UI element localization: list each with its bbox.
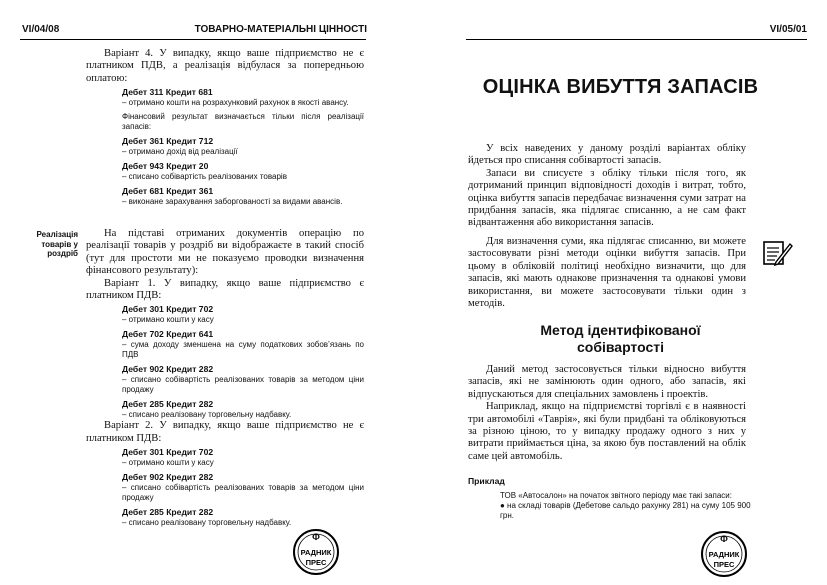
accounting-entry bbox=[122, 112, 364, 132]
entry-description: – сума доходу зменшена на суму податкових зобов’язань по ПДВ bbox=[122, 340, 364, 360]
methods-paragraph: Для визначення суми, яка підлягає списанню, ви можете застосовувати різні методи оцінки вибуття запасів. При цьому в обліковій політиці необхідно визначити, що для запасів, які мають однакове призначення та однакові умови використання, ви можете застосовувати тільки один з методів. bbox=[468, 236, 746, 310]
entry-description: – отримано кошти у касу bbox=[122, 315, 214, 325]
svg-text:Ф: Ф bbox=[720, 534, 728, 544]
left-page bbox=[0, 0, 413, 585]
entry-description: – списано собівартість реалізованих товарів за методом ціни продажу bbox=[122, 375, 364, 395]
notepad-pen-icon bbox=[762, 238, 794, 268]
entry-description: – отримано кошти у касу bbox=[122, 458, 214, 468]
entry-debit-credit: Дебет 681 Кредит 361 bbox=[122, 186, 214, 197]
intro-paragraph-1: У всіх наведених у даному розділі варіантах обліку йдеться про списання собівартості запасів. bbox=[468, 143, 746, 167]
entry-debit-credit: Дебет 902 Кредит 282 bbox=[122, 364, 214, 375]
intro-paragraph-2: Запаси ви списуєте з обліку тільки після того, як дотриманий принцип відповідності доходів і витрат, тобто, оцінка вибуття запасів передбачає визначення суми затрат на придбання запасів, яка підлягає списанню, а не сам факт відвантаження або використання запасів. bbox=[468, 167, 746, 229]
variant1-text: Варіант 1. У випадку, якщо ваше підприємство є платником ПДВ: bbox=[86, 277, 364, 302]
left-body-2 bbox=[86, 228, 364, 528]
accounting-entry bbox=[122, 399, 364, 420]
example-bullet: ● на складі товарів (Дебетове сальдо рахунку 281) на суму 105 900 грн. bbox=[500, 501, 751, 520]
accounting-entry bbox=[122, 304, 364, 325]
accounting-entry bbox=[122, 472, 364, 503]
radnyk-press-logo bbox=[292, 528, 340, 576]
logo-text-1: РАДНИК bbox=[300, 548, 332, 557]
accounting-entry bbox=[122, 186, 364, 207]
accounting-entry bbox=[122, 329, 364, 360]
subtitle-line-1: Метод ідентифікованої bbox=[540, 322, 701, 338]
entry-debit-credit: Дебет 285 Кредит 282 bbox=[122, 507, 214, 518]
right-body-1 bbox=[468, 143, 746, 230]
left-header-rule bbox=[20, 39, 366, 40]
example-heading: Приклад bbox=[468, 476, 505, 486]
right-body-2 bbox=[468, 236, 746, 310]
variant2-text: Варіант 2. У випадку, якщо ваше підприємство не є платником ПДВ: bbox=[86, 420, 364, 444]
entry-debit-credit: Дебет 361 Кредит 712 bbox=[122, 136, 214, 147]
left-section-title: ТОВАРНО-МАТЕРІАЛЬНІ ЦІННОСТІ bbox=[194, 24, 367, 35]
example-intro: ТОВ «Автосалон» на початок звітного періоду має такі запаси: bbox=[500, 491, 732, 500]
page-title: ОЦІНКА ВИБУТТЯ ЗАПАСІВ bbox=[482, 76, 759, 98]
right-page bbox=[414, 0, 827, 585]
svg-text:Ф: Ф bbox=[312, 532, 320, 542]
radnyk-press-logo-right bbox=[700, 530, 748, 578]
entries-group-1 bbox=[86, 87, 364, 207]
right-body-3 bbox=[468, 364, 746, 463]
entry-description: – списано реалізовану торговельну надбавку. bbox=[122, 410, 292, 420]
entries-group-3 bbox=[86, 447, 364, 528]
section-subtitle bbox=[414, 322, 827, 356]
accounting-entry bbox=[122, 87, 364, 108]
entry-debit-credit: Дебет 311 Кредит 681 bbox=[122, 87, 213, 98]
entry-debit-credit: Дебет 301 Кредит 702 bbox=[122, 447, 214, 458]
retail-text: На підставі отриманих документів операцію по реалізації товарів у роздріб ви відображаєте в такий спосіб (тут для простоти ми не показуємо проводки визначення фінансового результату): bbox=[86, 228, 364, 277]
entries-group-2 bbox=[86, 304, 364, 420]
right-page-number: VI/05/01 bbox=[769, 24, 807, 35]
left-page-number: VI/04/08 bbox=[22, 24, 60, 35]
variant4-text: Варіант 4. У випадку, якщо ваше підприємство не є платником ПДВ, а реалізація відбулася за попередньою оплатою: bbox=[86, 48, 364, 84]
side-note-retail: Реалізація товарів у роздріб bbox=[36, 230, 78, 258]
accounting-entry bbox=[122, 364, 364, 395]
accounting-entry bbox=[122, 161, 364, 182]
logo-text-2: ПРЕС bbox=[305, 558, 327, 567]
entry-description: – списано собівартість реалізованих товарів bbox=[122, 172, 287, 182]
entry-description: – списано реалізовану торговельну надбавку. bbox=[122, 518, 292, 528]
right-header-rule bbox=[466, 39, 807, 40]
entry-description: Фінансовий результат визначається тільки після реалізації запасів: bbox=[122, 112, 364, 132]
entry-description: – отримано дохід від реалізації bbox=[122, 147, 238, 157]
entry-debit-credit: Дебет 702 Кредит 641 bbox=[122, 329, 214, 340]
entry-debit-credit: Дебет 301 Кредит 702 bbox=[122, 304, 214, 315]
entry-debit-credit: Дебет 902 Кредит 282 bbox=[122, 472, 214, 483]
accounting-entry bbox=[122, 136, 364, 157]
left-body bbox=[86, 48, 364, 207]
accounting-entry bbox=[122, 507, 364, 528]
logo-text-1-right: РАДНИК bbox=[708, 550, 740, 559]
entry-description: – виконане зарахування заборгованості за видами авансів. bbox=[122, 197, 343, 207]
entry-debit-credit: Дебет 943 Кредит 20 bbox=[122, 161, 209, 172]
entry-debit-credit: Дебет 285 Кредит 282 bbox=[122, 399, 214, 410]
accounting-entry bbox=[122, 447, 364, 468]
subtitle-line-2: собівартості bbox=[576, 339, 665, 355]
logo-text-2-right: ПРЕС bbox=[713, 560, 735, 569]
entry-description: – списано собівартість реалізованих товарів за методом ціни продажу bbox=[122, 483, 364, 503]
method-paragraph-2: Наприклад, якщо на підприємстві торгівлі є в наявності три автомобілі «Таврія», які були придбані та обліковуються за різною ціною, то у випадку продажу одного з них у витрати приймається ціна, за якою був поставлений на облік саме цей автомобіль. bbox=[468, 401, 746, 462]
method-paragraph-1: Даний метод застосовується тільки відносно вибуття запасів, які не замінюють один одного, або запасів, які відпускаються для спеціальних замовлень і проектів. bbox=[468, 364, 746, 400]
entry-description: – отримано кошти на розрахунковий рахунок в якості авансу. bbox=[122, 98, 349, 108]
